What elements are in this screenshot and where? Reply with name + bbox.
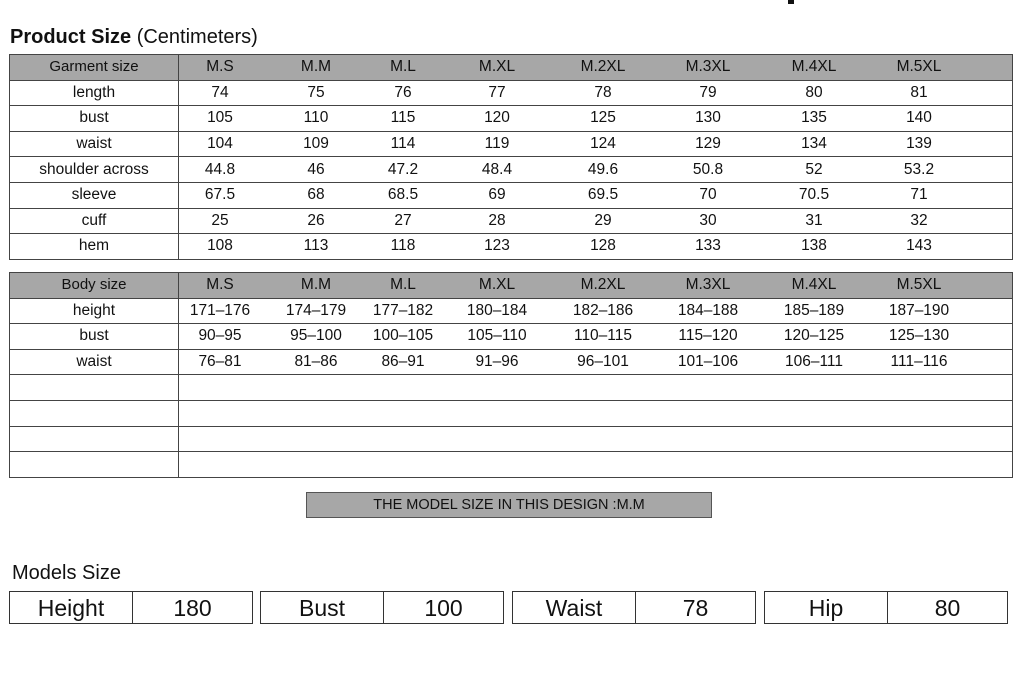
garment-header-row-cell: M.M [300, 58, 332, 76]
garment-header-row-cell: M.S [206, 58, 234, 76]
garment-header-row-cell: M.5XL [896, 58, 942, 76]
model-measure-value: 80 [934, 595, 961, 621]
garment-row-cell: 139 [906, 135, 932, 153]
body-header-row-cell: M.5XL [896, 276, 942, 294]
garment-row-cell: 133 [695, 237, 721, 255]
body-row-cell: 90–95 [198, 327, 242, 345]
garment-row-label: waist [10, 131, 179, 157]
garment-row-cell: 75 [307, 83, 325, 101]
garment-row-cell: 68.5 [387, 186, 419, 204]
body-row-cell: 81–86 [294, 353, 338, 371]
body-header-row-cell: M.S [206, 276, 234, 294]
model-size-note: THE MODEL SIZE IN THIS DESIGN :M.M [306, 492, 712, 518]
body-row-cell: 115–120 [678, 327, 738, 345]
garment-row-cell: 129 [695, 135, 721, 153]
garment-row-cell: 50.8 [692, 160, 724, 178]
garment-row-cell: 114 [390, 135, 416, 153]
garment-row-cell: 108 [207, 237, 233, 255]
garment-row-cell: 70.5 [798, 186, 830, 204]
garment-row-cell: 32 [910, 211, 928, 229]
body-empty-row-values [179, 452, 1013, 478]
garment-row-cell: 104 [207, 135, 233, 153]
garment-row-cell: 81 [910, 83, 928, 101]
body-row-label: waist [10, 349, 179, 375]
garment-row [10, 131, 1013, 157]
garment-row-cell: 53.2 [903, 160, 935, 178]
body-header-row-cell: M.4XL [791, 276, 837, 294]
body-row [10, 324, 1013, 350]
top-edge-mark [788, 0, 794, 4]
models-size-title: Models Size [12, 562, 121, 584]
body-empty-row-label [10, 452, 179, 478]
body-row-cell: 100–105 [372, 327, 434, 345]
model-measure-label: Hip [765, 592, 888, 623]
garment-row-cell: 109 [303, 135, 329, 153]
garment-row [10, 106, 1013, 132]
title-main: Product Size [10, 26, 132, 48]
garment-row-cell: 47.2 [387, 160, 419, 178]
garment-row-cell: 68 [307, 186, 325, 204]
garment-header-row-cell: M.L [390, 58, 416, 76]
garment-row-cell: 69.5 [587, 186, 619, 204]
body-row-values [179, 349, 1013, 375]
body-row-cell: 76–81 [198, 353, 242, 371]
model-measure-label: Bust [261, 592, 384, 623]
garment-row-values [179, 208, 1013, 234]
model-measure-value: 78 [682, 595, 709, 621]
garment-row-label: sleeve [10, 182, 179, 208]
garment-row-cell: 76 [394, 83, 412, 101]
garment-row-cell: 28 [488, 211, 506, 229]
body-row-cell: 120–125 [783, 327, 845, 345]
body-row [10, 298, 1013, 324]
garment-row-cell: 27 [394, 211, 412, 229]
garment-row-cell: 128 [590, 237, 616, 255]
body-header-row [10, 273, 1013, 299]
garment-row-cell: 115 [390, 109, 416, 127]
garment-row-cell: 46 [307, 160, 325, 178]
garment-row-cell: 71 [910, 186, 928, 204]
body-row-cell: 111–116 [890, 353, 948, 371]
body-row [10, 349, 1013, 375]
garment-row [10, 80, 1013, 106]
body-empty-row-label [10, 375, 179, 401]
garment-row-cell: 138 [801, 237, 827, 255]
garment-header-row-cell: M.3XL [685, 58, 731, 76]
garment-row [10, 234, 1013, 260]
garment-header-row-cell: M.4XL [791, 58, 837, 76]
body-row-cell: 174–179 [285, 301, 347, 319]
garment-row-cell: 69 [488, 186, 506, 204]
garment-row-cell: 123 [484, 237, 510, 255]
garment-row-cell: 52 [805, 160, 823, 178]
garment-row-label: length [10, 80, 179, 106]
body-row-cell: 86–91 [381, 353, 425, 371]
garment-row-label: hem [10, 234, 179, 260]
body-header-row-label: Body size [10, 273, 179, 299]
model-measure-box [260, 591, 504, 624]
garment-row-label: shoulder across [10, 157, 179, 183]
garment-row-cell: 124 [590, 135, 616, 153]
garment-row-cell: 113 [303, 237, 329, 255]
body-row-cell: 182–186 [572, 301, 634, 319]
model-measure-value: 100 [424, 595, 463, 621]
garment-row-cell: 44.8 [204, 160, 236, 178]
body-empty-row [10, 452, 1013, 478]
body-row-cell: 185–189 [783, 301, 845, 319]
garment-row-cell: 78 [594, 83, 612, 101]
model-measure-box [512, 591, 756, 624]
body-header-row-cell: M.L [390, 276, 416, 294]
model-measure-value: 180 [173, 595, 212, 621]
garment-row-values [179, 80, 1013, 106]
body-empty-row-label [10, 426, 179, 452]
garment-header-row-values [179, 55, 1013, 81]
body-row-cell: 184–188 [677, 301, 739, 319]
page-title [10, 26, 258, 49]
garment-row-cell: 31 [805, 211, 823, 229]
body-row-cell: 177–182 [372, 301, 434, 319]
garment-row-cell: 119 [484, 135, 510, 153]
garment-row-cell: 74 [211, 83, 229, 101]
body-row-values [179, 324, 1013, 350]
body-header-row-cell: M.2XL [580, 276, 626, 294]
garment-row-cell: 125 [590, 109, 616, 127]
garment-row-values [179, 106, 1013, 132]
model-measure-box [9, 591, 253, 624]
body-header-row-values [179, 273, 1013, 299]
body-row-label: bust [10, 324, 179, 350]
garment-row-values [179, 234, 1013, 260]
garment-row-cell: 70 [699, 186, 717, 204]
garment-row-cell: 25 [211, 211, 229, 229]
garment-row-label: cuff [10, 208, 179, 234]
model-measure-label: Height [10, 592, 133, 623]
body-empty-row-label [10, 400, 179, 426]
garment-size-table [9, 54, 1013, 260]
garment-row-cell: 140 [906, 109, 932, 127]
garment-row-cell: 26 [307, 211, 325, 229]
garment-row-cell: 135 [801, 109, 827, 127]
body-row-cell: 106–111 [784, 353, 844, 371]
body-row-cell: 125–130 [888, 327, 950, 345]
body-row-cell: 180–184 [466, 301, 528, 319]
body-empty-row-values [179, 400, 1013, 426]
garment-row-cell: 49.6 [587, 160, 619, 178]
body-header-row-cell: M.M [300, 276, 332, 294]
garment-row-cell: 130 [695, 109, 721, 127]
body-row-cell: 95–100 [290, 327, 342, 345]
body-row-label: height [10, 298, 179, 324]
body-row-values [179, 298, 1013, 324]
body-empty-row-values [179, 426, 1013, 452]
body-header-row-cell: M.XL [478, 276, 516, 294]
body-row-cell: 101–106 [677, 353, 739, 371]
garment-row-cell: 105 [207, 109, 233, 127]
body-row-cell: 187–190 [888, 301, 950, 319]
model-measure-box [764, 591, 1008, 624]
body-row-cell: 171–176 [189, 301, 251, 319]
body-empty-row [10, 375, 1013, 401]
body-row-cell: 110–115 [573, 327, 633, 345]
garment-header-row-cell: M.2XL [580, 58, 626, 76]
body-size-table [9, 272, 1013, 478]
garment-row-cell: 67.5 [204, 186, 236, 204]
garment-row-label: bust [10, 106, 179, 132]
garment-row [10, 182, 1013, 208]
body-row-cell: 91–96 [475, 353, 519, 371]
garment-row-values [179, 131, 1013, 157]
garment-header-row-cell: M.XL [478, 58, 516, 76]
garment-row-cell: 120 [484, 109, 510, 127]
garment-row-cell: 110 [303, 109, 329, 127]
garment-row-cell: 134 [801, 135, 827, 153]
garment-row-cell: 77 [488, 83, 506, 101]
garment-row-cell: 118 [390, 237, 416, 255]
garment-row-cell: 79 [699, 83, 717, 101]
garment-header-row-label: Garment size [10, 55, 179, 81]
garment-row-cell: 30 [699, 211, 717, 229]
body-row-cell: 105–110 [467, 327, 527, 345]
model-measure-label: Waist [513, 592, 636, 623]
garment-row-cell: 143 [906, 237, 932, 255]
body-empty-row [10, 400, 1013, 426]
body-row-cell: 96–101 [577, 353, 629, 371]
body-empty-row [10, 426, 1013, 452]
garment-header-row [10, 55, 1013, 81]
garment-row [10, 157, 1013, 183]
garment-row-values [179, 157, 1013, 183]
title-unit: (Centimeters) [136, 26, 258, 48]
body-header-row-cell: M.3XL [685, 276, 731, 294]
garment-row-cell: 29 [594, 211, 612, 229]
garment-row-cell: 48.4 [481, 160, 513, 178]
garment-row-cell: 80 [805, 83, 823, 101]
garment-row [10, 208, 1013, 234]
garment-row-values [179, 182, 1013, 208]
body-empty-row-values [179, 375, 1013, 401]
